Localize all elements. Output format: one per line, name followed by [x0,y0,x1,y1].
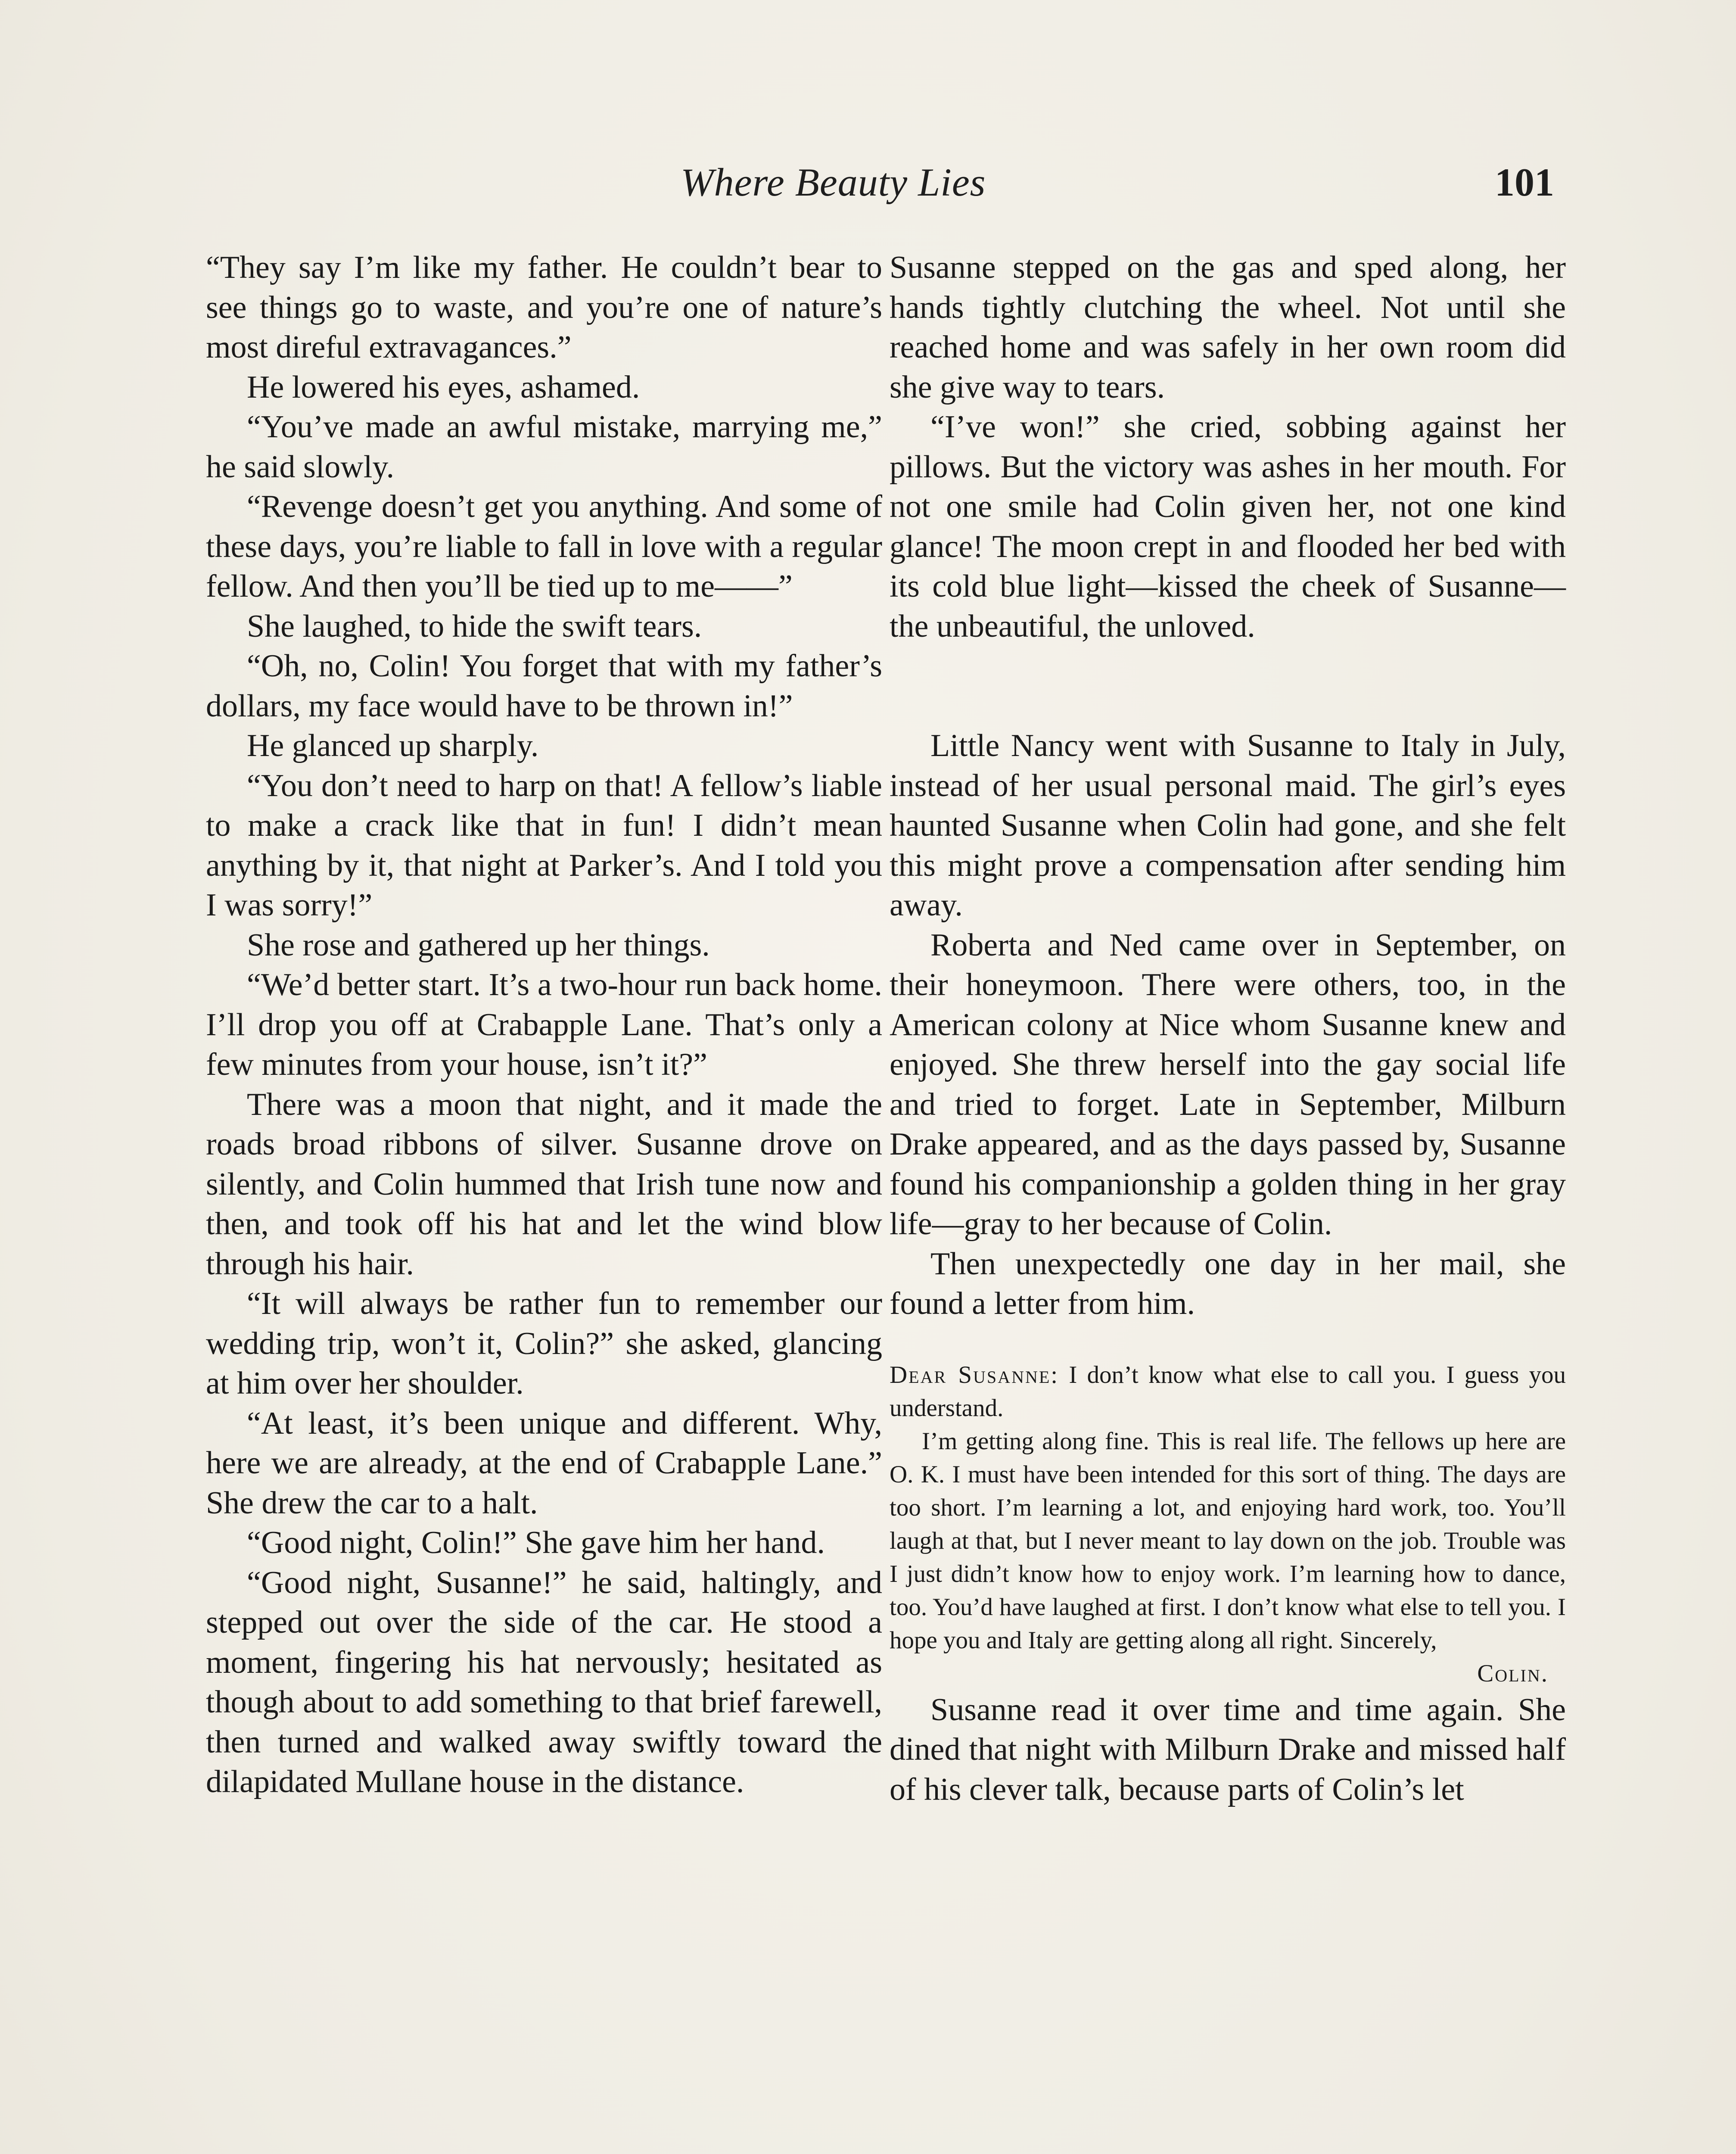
letter [890,1358,1566,1690]
letter-body: I’m getting along fine. This is real life. The fellows up here are O. K. I must have been intended for this sort of thing. The days are too short. I’m learning a lot, and enjoying hard work, too. You’ll laugh at that, but I never meant to lay down on the job. Trouble was I just didn’t know how to enjoy work. I’m learning how to dance, too. You’d have laughed at first. I don’t know what else to tell you. I hope you and Italy are getting along all right. Sincerely, [890,1427,1566,1654]
paragraph: He glanced up sharply. [247,728,539,763]
letter-opening [890,1358,1566,1425]
paragraph: Roberta and Ned came over in September, on their honeymoon. There were others, too, in the American colony at Nice whom Susanne knew and enjoyed. She threw herself into the gay social life and tried to forget. Late in September, Milburn Drake appeared, and as the days passed by, Susanne found his companionship a golden thing in her gray life—gray to her because of Colin. [890,927,1566,1242]
left-column [206,248,882,1802]
page-number: 101 [1495,160,1554,204]
letter-salutation: Dear Susanne: [890,1361,1059,1388]
paragraph: There was a moon that night, and it made the roads broad ribbons of silver. Susanne drove on silently, and Colin hummed that Irish tune now and then, and took off his hat and let the wind blow through his hair. [206,1086,882,1282]
section-break [890,646,1566,726]
paragraph: Susanne stepped on the gas and sped along, her hands tightly clutching the wheel. Not until she reached home and was safely in her own room did she give way to tears. [890,250,1566,405]
letter-signature: Colin. [1477,1659,1549,1687]
paragraph: Little Nancy went with Susanne to Italy in July, instead of her usual personal maid. The girl’s eyes haunted Susanne when Colin had gone, and she felt this might prove a compensation after sending him away. [890,728,1566,923]
paragraph: “I’ve won!” she cried, sobbing against her pillows. But the victory was ashes in her mouth. For not one smile had Colin given her, not one kind glance! The moon crept in and flooded her bed with its cold blue light—kissed the cheek of Susanne—the unbeautiful, the unloved. [890,409,1566,644]
paragraph: “Oh, no, Colin! You forget that with my father’s dollars, my face would have to be thrown in!” [206,648,882,724]
paragraph: “You’ve made an awful mistake, marrying me,” he said slowly. [206,409,882,485]
paragraph: “We’d better start. It’s a two-hour run back home. I’ll drop you off at Crabapple Lane. That’s only a few minutes from your house, isn’t it?” [206,967,882,1082]
paragraph: She rose and gathered up her things. [247,927,710,963]
running-head-title: Where Beauty Lies [681,160,986,204]
paragraph: “Revenge doesn’t get you anything. And some of these days, you’re liable to fall in love with a regular fellow. And then you’ll be tied up to me——” [206,489,882,604]
paragraph: “Good night, Susanne!” he said, haltingly, and stepped out over the side of the car. He stood a moment, fingering his hat nervously; hesitated as though about to add something to that brief farewell, then turned and walked away swiftly toward the dilapidated Mullane house in the distance. [206,1565,882,1799]
paragraph: He lowered his eyes, ashamed. [247,369,640,405]
paragraph: “You don’t need to harp on that! A fellow’s liable to make a crack like that in fun! I didn’t mean anything by it, that night at Parker’s. And I told you I was sorry!” [206,768,882,923]
letter-first-paragraph: I don’t know what else to call you. I guess you understand. [890,1361,1566,1422]
paragraph: “At least, it’s been unique and different. Why, here we are already, at the end of Crabapple Lane.” She drew the car to a halt. [206,1405,882,1521]
paragraph: Then unexpectedly one day in her mail, she found a letter from him. [890,1246,1566,1321]
paragraph: “They say I’m like my father. He couldn’t bear to see things go to waste, and you’re one of nature’s most direful extravagances.” [206,250,882,365]
paragraph: Susanne read it over time and time again. She dined that night with Milburn Drake and missed half of his clever talk, because parts of Colin’s let [890,1692,1566,1807]
paragraph: “Good night, Colin!” She gave him her hand. [247,1525,825,1560]
paragraph: She laughed, to hide the swift tears. [247,608,702,644]
paragraph: “It will always be rather fun to remember our wedding trip, won’t it, Colin?” she asked, glancing at him over her shoulder. [206,1286,882,1401]
right-column [890,248,1566,1809]
